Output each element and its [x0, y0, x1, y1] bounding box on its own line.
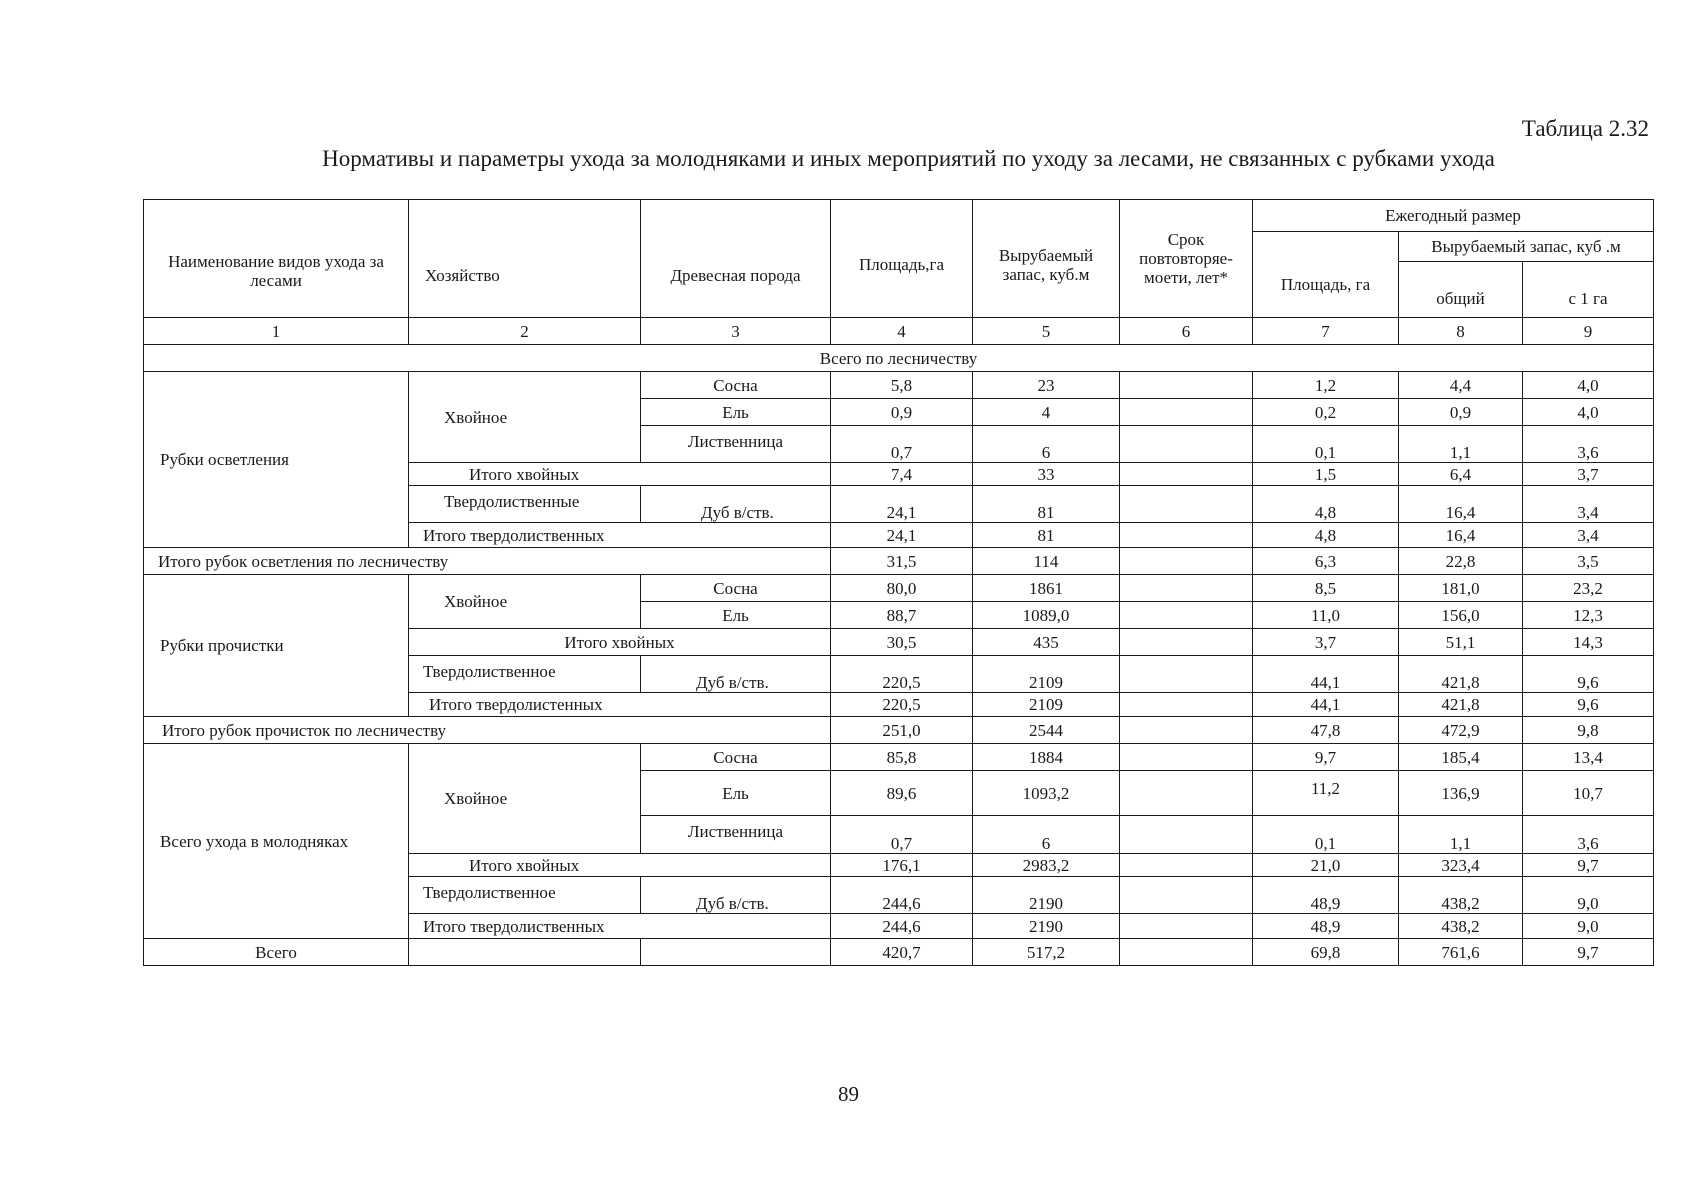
annual-total-cell: 1,1	[1399, 816, 1523, 854]
grand-total-row	[144, 939, 1654, 966]
annual-area-cell: 0,1	[1253, 816, 1399, 854]
annual-area-cell: 9,7	[1253, 744, 1399, 771]
term-cell	[1120, 717, 1253, 744]
annual-per-ha-cell: 9,8	[1523, 717, 1654, 744]
term-cell	[1120, 816, 1253, 854]
annual-per-ha-cell: 12,3	[1523, 602, 1654, 629]
annual-total-cell: 438,2	[1399, 914, 1523, 939]
grand-total-label: Всего	[144, 939, 409, 966]
annual-per-ha-cell: 4,0	[1523, 399, 1654, 426]
annual-area-cell: 44,1	[1253, 656, 1399, 693]
volume-cell: 4	[973, 399, 1120, 426]
area-cell: 31,5	[831, 548, 973, 575]
species-cell: Лиственница	[641, 816, 831, 854]
care-type-cell: Рубки осветления	[144, 372, 409, 548]
annual-total-cell: 323,4	[1399, 854, 1523, 877]
forest-care-table	[143, 199, 1654, 966]
annual-total-cell: 1,1	[1399, 426, 1523, 463]
header-row	[144, 200, 1654, 232]
term-cell	[1120, 523, 1253, 548]
annual-area-cell: 69,8	[1253, 939, 1399, 966]
farm-cell: Твердолиственное	[409, 656, 641, 693]
annual-total-cell: 16,4	[1399, 523, 1523, 548]
species-cell: Сосна	[641, 575, 831, 602]
term-cell	[1120, 744, 1253, 771]
species-cell: Дуб в/ств.	[641, 877, 831, 914]
care-type-cell: Рубки прочистки	[144, 575, 409, 717]
annual-per-ha-cell: 3,4	[1523, 523, 1654, 548]
header-annual-total: общий	[1399, 262, 1523, 318]
annual-total-cell: 185,4	[1399, 744, 1523, 771]
volume-cell: 2544	[973, 717, 1120, 744]
annual-area-cell: 0,1	[1253, 426, 1399, 463]
section-title-row	[144, 345, 1654, 372]
volume-cell: 2190	[973, 877, 1120, 914]
subtotal-label: Итого твердолиственных	[409, 914, 831, 939]
annual-total-cell: 4,4	[1399, 372, 1523, 399]
term-cell	[1120, 548, 1253, 575]
farm-cell: Хвойное	[409, 744, 641, 854]
volume-cell: 1089,0	[973, 602, 1120, 629]
annual-area-cell: 0,2	[1253, 399, 1399, 426]
subtotal-label: Итого твердолистенных	[409, 693, 831, 717]
term-cell	[1120, 372, 1253, 399]
annual-per-ha-cell: 9,6	[1523, 656, 1654, 693]
area-cell: 24,1	[831, 523, 973, 548]
term-cell	[1120, 656, 1253, 693]
area-cell: 80,0	[831, 575, 973, 602]
species-cell: Дуб в/ств.	[641, 656, 831, 693]
header-annual-area: Площадь, га	[1253, 232, 1399, 318]
species-cell	[641, 939, 831, 966]
annual-total-cell: 22,8	[1399, 548, 1523, 575]
annual-total-cell: 761,6	[1399, 939, 1523, 966]
annual-total-cell: 51,1	[1399, 629, 1523, 656]
farm-cell: Хвойное	[409, 575, 641, 629]
area-cell: 30,5	[831, 629, 973, 656]
annual-area-cell: 8,5	[1253, 575, 1399, 602]
farm-cell: Твердолиственное	[409, 877, 641, 914]
annual-total-cell: 421,8	[1399, 693, 1523, 717]
volume-cell: 2109	[973, 656, 1120, 693]
farm-cell: Твердолиственные	[409, 486, 641, 523]
table-row	[144, 575, 1654, 602]
area-cell: 176,1	[831, 854, 973, 877]
header-care-type: Наименование видов ухода за лесами	[144, 200, 409, 318]
annual-per-ha-cell: 3,4	[1523, 486, 1654, 523]
annual-per-ha-cell: 4,0	[1523, 372, 1654, 399]
page-title: Нормативы и параметры ухода за молодняками и иных мероприятий по уходу за лесами, не связанных с рубками ухода	[322, 146, 1495, 171]
header-farm: Хозяйство	[409, 200, 641, 318]
header-volume: Вырубаемый запас, куб.м	[973, 200, 1120, 318]
total-label: Итого рубок осветления по лесничеству	[144, 548, 831, 575]
area-cell: 5,8	[831, 372, 973, 399]
volume-cell: 6	[973, 426, 1120, 463]
annual-total-cell: 6,4	[1399, 463, 1523, 486]
term-cell	[1120, 629, 1253, 656]
term-cell	[1120, 399, 1253, 426]
area-cell: 0,9	[831, 399, 973, 426]
header-annual-per-ha: с 1 га	[1523, 262, 1654, 318]
annual-area-cell: 48,9	[1253, 877, 1399, 914]
annual-per-ha-cell: 14,3	[1523, 629, 1654, 656]
volume-cell: 1884	[973, 744, 1120, 771]
annual-area-cell: 44,1	[1253, 693, 1399, 717]
volume-cell: 81	[973, 523, 1120, 548]
annual-area-cell: 3,7	[1253, 629, 1399, 656]
volume-cell: 517,2	[973, 939, 1120, 966]
annual-area-cell: 1,2	[1253, 372, 1399, 399]
annual-area-cell: 11,0	[1253, 602, 1399, 629]
annual-per-ha-cell: 10,7	[1523, 771, 1654, 816]
farm-cell: Хвойное	[409, 372, 641, 463]
column-number: 1	[144, 318, 409, 345]
term-cell	[1120, 854, 1253, 877]
volume-cell: 23	[973, 372, 1120, 399]
term-cell	[1120, 771, 1253, 816]
subtotal-label: Итого хвойных	[409, 854, 831, 877]
term-cell	[1120, 575, 1253, 602]
term-cell	[1120, 877, 1253, 914]
area-cell: 220,5	[831, 656, 973, 693]
annual-per-ha-cell: 23,2	[1523, 575, 1654, 602]
area-cell: 244,6	[831, 914, 973, 939]
volume-cell: 2983,2	[973, 854, 1120, 877]
column-number: 7	[1253, 318, 1399, 345]
table-row	[144, 372, 1654, 399]
term-cell	[1120, 602, 1253, 629]
annual-per-ha-cell: 3,6	[1523, 816, 1654, 854]
annual-per-ha-cell: 3,5	[1523, 548, 1654, 575]
annual-total-cell: 0,9	[1399, 399, 1523, 426]
annual-area-cell: 21,0	[1253, 854, 1399, 877]
annual-total-cell: 136,9	[1399, 771, 1523, 816]
term-cell	[1120, 693, 1253, 717]
annual-area-cell: 1,5	[1253, 463, 1399, 486]
area-cell: 220,5	[831, 693, 973, 717]
total-row	[144, 717, 1654, 744]
column-number: 9	[1523, 318, 1654, 345]
area-cell: 88,7	[831, 602, 973, 629]
section-title: Всего по лесничеству	[144, 345, 1654, 372]
area-cell: 0,7	[831, 426, 973, 463]
species-cell: Ель	[641, 399, 831, 426]
header-annual-volume: Вырубаемый запас, куб .м	[1399, 232, 1654, 262]
annual-per-ha-cell: 13,4	[1523, 744, 1654, 771]
annual-total-cell: 421,8	[1399, 656, 1523, 693]
annual-area-cell: 4,8	[1253, 486, 1399, 523]
species-cell: Ель	[641, 602, 831, 629]
column-numbers-row	[144, 318, 1654, 345]
annual-total-cell: 181,0	[1399, 575, 1523, 602]
volume-cell: 2109	[973, 693, 1120, 717]
area-cell: 89,6	[831, 771, 973, 816]
annual-per-ha-cell: 9,7	[1523, 939, 1654, 966]
annual-total-cell: 438,2	[1399, 877, 1523, 914]
term-cell	[1120, 939, 1253, 966]
term-cell	[1120, 914, 1253, 939]
area-cell: 244,6	[831, 877, 973, 914]
header-area: Площадь,га	[831, 200, 973, 318]
annual-per-ha-cell: 3,6	[1523, 426, 1654, 463]
annual-per-ha-cell: 3,7	[1523, 463, 1654, 486]
area-cell: 85,8	[831, 744, 973, 771]
volume-cell: 1093,2	[973, 771, 1120, 816]
annual-area-cell: 48,9	[1253, 914, 1399, 939]
volume-cell: 435	[973, 629, 1120, 656]
annual-per-ha-cell: 9,0	[1523, 914, 1654, 939]
term-cell	[1120, 426, 1253, 463]
header-term: Срок повтовторяе-моети, лет*	[1120, 200, 1253, 318]
table-row	[144, 744, 1654, 771]
term-cell	[1120, 486, 1253, 523]
column-number: 6	[1120, 318, 1253, 345]
species-cell: Ель	[641, 771, 831, 816]
volume-cell: 114	[973, 548, 1120, 575]
annual-area-cell: 47,8	[1253, 717, 1399, 744]
subtotal-label: Итого хвойных	[409, 629, 831, 656]
page-number: 89	[838, 1082, 859, 1106]
volume-cell: 33	[973, 463, 1120, 486]
total-row	[144, 548, 1654, 575]
header-species: Древесная порода	[641, 200, 831, 318]
term-cell	[1120, 463, 1253, 486]
volume-cell: 1861	[973, 575, 1120, 602]
volume-cell: 2190	[973, 914, 1120, 939]
volume-cell: 81	[973, 486, 1120, 523]
header-annual: Ежегодный размер	[1253, 200, 1654, 232]
care-type-cell: Всего ухода в молодняках	[144, 744, 409, 939]
volume-cell: 6	[973, 816, 1120, 854]
annual-area-cell: 4,8	[1253, 523, 1399, 548]
annual-area-cell: 6,3	[1253, 548, 1399, 575]
annual-total-cell: 156,0	[1399, 602, 1523, 629]
species-cell: Сосна	[641, 372, 831, 399]
area-cell: 24,1	[831, 486, 973, 523]
column-number: 2	[409, 318, 641, 345]
column-number: 8	[1399, 318, 1523, 345]
subtotal-label: Итого твердолиственных	[409, 523, 831, 548]
total-label: Итого рубок прочисток по лесничеству	[144, 717, 831, 744]
column-number: 4	[831, 318, 973, 345]
annual-total-cell: 16,4	[1399, 486, 1523, 523]
column-number: 3	[641, 318, 831, 345]
annual-area-cell: 11,2	[1253, 771, 1399, 816]
area-cell: 7,4	[831, 463, 973, 486]
column-number: 5	[973, 318, 1120, 345]
area-cell: 0,7	[831, 816, 973, 854]
species-cell: Дуб в/ств.	[641, 486, 831, 523]
area-cell: 420,7	[831, 939, 973, 966]
farm-cell	[409, 939, 641, 966]
table-label: Таблица 2.32	[1521, 116, 1649, 141]
subtotal-label: Итого хвойных	[409, 463, 831, 486]
species-cell: Лиственница	[641, 426, 831, 463]
area-cell: 251,0	[831, 717, 973, 744]
annual-per-ha-cell: 9,0	[1523, 877, 1654, 914]
species-cell: Сосна	[641, 744, 831, 771]
annual-per-ha-cell: 9,6	[1523, 693, 1654, 717]
annual-total-cell: 472,9	[1399, 717, 1523, 744]
annual-per-ha-cell: 9,7	[1523, 854, 1654, 877]
